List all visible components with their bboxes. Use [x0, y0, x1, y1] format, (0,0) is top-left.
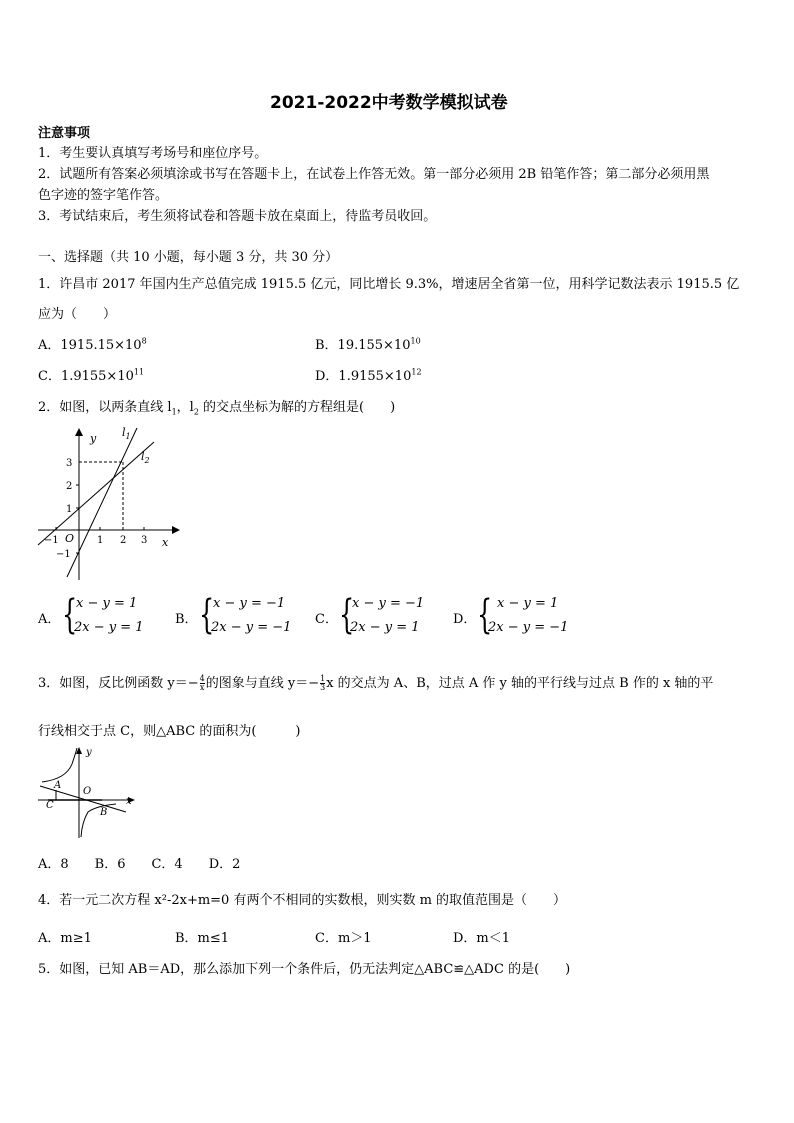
- y-axis-label: y: [90, 432, 97, 445]
- q3-options: A．8 B．6 C．4 D．2: [38, 857, 241, 872]
- brace: {: [477, 592, 493, 638]
- tick-y3: 3: [66, 458, 73, 469]
- q4-option-d: D．m＜1: [453, 931, 511, 946]
- q2-option-a-eq2: 2x − y = 1: [74, 620, 144, 635]
- hyperbola-left: [42, 748, 77, 782]
- tick-x2: 2: [120, 535, 127, 546]
- point-b-label: B: [100, 807, 108, 818]
- q2-graph: [34, 420, 184, 580]
- brace: {: [199, 592, 215, 638]
- point-c-label: C: [46, 800, 54, 811]
- q1-option-d: D．$1.9155\times 10^{12}$: [315, 367, 422, 384]
- q4-option-c: C．m＞1: [315, 931, 372, 946]
- fraction: $\frac{1}{3}$: [320, 674, 326, 692]
- q4-option-a: A．m≥1: [38, 931, 92, 946]
- q2-option-b-eq1: x − y = −1: [213, 596, 286, 611]
- question-3-stem-cont: 行线相交于点 C，则△ABC 的面积为( ): [38, 724, 301, 739]
- tick-x3: 3: [141, 535, 148, 546]
- y-axis-arrow: [75, 428, 83, 436]
- tick-yn1: −1: [56, 549, 71, 560]
- section-heading: 一、选择题（共 10 小题，每小题 3 分，共 30 分）: [38, 250, 339, 265]
- question-2-stem: 2．如图，以两条直线 $l_1$，$l_2$ 的交点坐标为解的方程组是( ): [38, 400, 396, 417]
- q2-option-b-label: B．: [175, 612, 198, 627]
- question-5-stem: 5．如图，已知 AB＝AD，那么添加下列一个条件后，仍无法判定△ABC≌△ADC 的是( ): [38, 962, 571, 977]
- brace: {: [339, 592, 355, 638]
- q2-option-d-eq1: x − y = 1: [497, 596, 559, 611]
- line-l1: [67, 428, 137, 577]
- tick-y1: 1: [66, 504, 73, 515]
- x-axis-label: x: [126, 796, 132, 807]
- point-a-label: A: [54, 780, 62, 791]
- tick-y2: 2: [66, 481, 73, 492]
- x-axis-label: x: [162, 536, 169, 549]
- l1-label: $l_1$: [122, 426, 131, 441]
- notice-item: 1．考生要认真填写考场号和座位序号。: [38, 146, 268, 161]
- q1-option-a: A．$1915.15\times 10^8$: [38, 336, 147, 353]
- notice-item: 色字迹的签字笔作答。: [38, 188, 169, 203]
- tick-x1: 1: [97, 535, 104, 546]
- x-axis-arrow: [172, 526, 180, 534]
- question-1-stem-cont: 应为（ ）: [38, 307, 117, 322]
- notice-item: 2．试题所有答案必须填涂或书写在答题卡上，在试卷上作答无效。第一部分必须用 2B 铅笔作答；第二部分必须用黑: [38, 167, 710, 182]
- q1-option-c: C．$1.9155\times 10^{11}$: [38, 367, 145, 384]
- question-4-stem: 4．若一元二次方程 x²-2x+m=0 有两个不相同的实数根，则实数 m 的取值范围是（ ）: [38, 893, 567, 908]
- q2-option-a-eq1: x − y = 1: [76, 596, 138, 611]
- q2-option-b-eq2: 2x − y = −1: [211, 620, 292, 635]
- notice-heading: 注意事项: [38, 126, 91, 141]
- origin-label: O: [83, 786, 92, 797]
- q2-option-c-eq2: 2x − y = 1: [350, 620, 420, 635]
- notice-item: 3．考试结束后，考生须将试卷和答题卡放在桌面上，待监考员收回。: [38, 209, 437, 224]
- question-3-stem: 3．如图，反比例函数 y＝− $\frac{4}{x}$ 的图象与直线 y＝− $\frac{1}{3}$ x 的交点为 A、B，过点 A 作 y 轴的平行线与过点 B 作的 x 轴的平: [38, 674, 714, 692]
- fraction: $\frac{4}{x}$: [199, 674, 205, 692]
- brace: {: [62, 592, 78, 638]
- origin-label: O: [65, 532, 75, 545]
- q2-option-d-eq2: 2x − y = −1: [488, 620, 569, 635]
- q4-option-b: B．m≤1: [175, 931, 230, 946]
- hyperbola-right: [81, 804, 116, 837]
- q3-graph: [36, 742, 146, 842]
- q2-option-c-eq1: x − y = −1: [352, 596, 425, 611]
- q2-option-d-label: D．: [453, 612, 477, 627]
- tick-xn1: −1: [44, 535, 59, 546]
- y-axis-label: y: [86, 747, 92, 758]
- question-1-stem: 1．许昌市 2017 年国内生产总值完成 1915.5 亿元，同比增长 9.3%，增速居全省第一位，用科学记数法表示 1915.5 亿: [38, 277, 740, 292]
- l2-label: $l_2$: [141, 450, 150, 465]
- q2-option-a-label: A．: [38, 612, 61, 627]
- page-title: 2021-2022中考数学模拟试卷: [270, 93, 508, 113]
- q1-option-b: B．$19.155\times 10^{10}$: [315, 336, 421, 353]
- q2-option-c-label: C．: [315, 612, 338, 627]
